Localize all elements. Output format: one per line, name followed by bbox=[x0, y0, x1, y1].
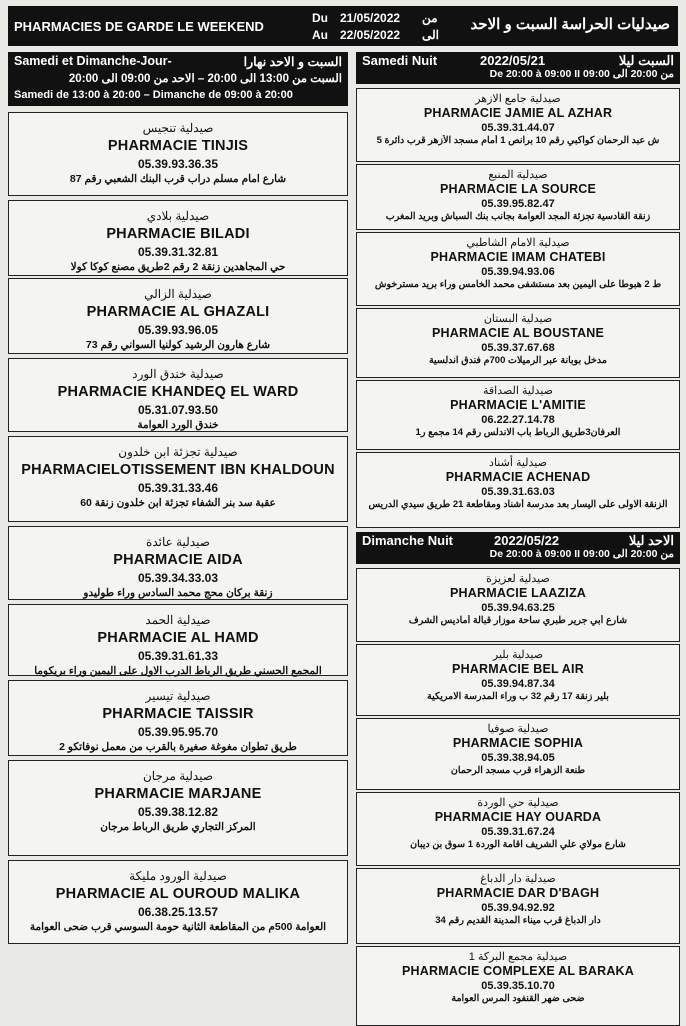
pharmacy-card bbox=[8, 278, 348, 354]
pharmacy-name-fr: PHARMACIE AL HAMD bbox=[97, 630, 259, 646]
pharmacy-name-fr: PHARMACIE AL GHAZALI bbox=[86, 304, 270, 320]
night-column bbox=[356, 52, 680, 1004]
day-title-ar: السبت و الاحد نهارا bbox=[243, 55, 342, 69]
ila-label: الى bbox=[422, 28, 439, 42]
pharmacy-address: طنعة الزهراء قرب مسجد الرحمان bbox=[450, 765, 586, 776]
pharmacy-name-fr: PHARMACIE HAY OUARDA bbox=[434, 810, 602, 824]
pharmacy-name-ar: صيدلية الحمد bbox=[145, 613, 211, 627]
dimanche-nuit-header bbox=[356, 532, 680, 564]
samedi-nuit-header bbox=[356, 52, 680, 84]
pharmacy-phone: 05.39.35.10.70 bbox=[481, 980, 555, 992]
pharmacy-phone: 05.39.31.32.81 bbox=[137, 245, 219, 259]
pharmacy-address: المركز التجاري طريق الرباط مرجان bbox=[100, 821, 256, 833]
pharmacy-name-ar: صيدلية الصداقة bbox=[483, 385, 553, 397]
pharmacy-name-ar: صيدلية المنبع bbox=[488, 169, 548, 181]
pharmacy-address: ش عبد الرحمان كواكبي رقم 10 برانص 1 أمام مسجد الأزهر قرب دائرة 5 bbox=[376, 135, 660, 146]
pharmacy-phone: 05.39.31.61.33 bbox=[137, 649, 219, 663]
pharmacy-address: دار الدباغ قرب ميناء المدينة القديم رقم 34 bbox=[435, 915, 601, 926]
pharmacy-address: شارع امام مسلم دراب قرب البنك الشعبي رقم 87 bbox=[69, 173, 287, 185]
au-label: Au bbox=[312, 28, 328, 42]
pharmacy-card bbox=[8, 680, 348, 756]
pharmacy-name-ar: صيدلية تنجيس bbox=[142, 121, 214, 135]
au-date: 22/05/2022 bbox=[340, 28, 401, 42]
pharmacy-name-ar: صيدلية حي الوردة bbox=[477, 797, 559, 809]
pharmacy-card bbox=[8, 860, 348, 944]
header-title-fr: PHARMACIES DE GARDE LE WEEKEND bbox=[14, 19, 264, 34]
pharmacy-phone: 05.39.31.67.24 bbox=[481, 826, 555, 838]
pharmacy-name-fr: PHARMACIE KHANDEQ EL WARD bbox=[57, 384, 299, 400]
pharmacy-name-ar: صيدلية جامع الازهر bbox=[475, 93, 561, 105]
du-date: 21/05/2022 bbox=[340, 11, 401, 25]
pharmacy-address: خندق الورد العوامة bbox=[137, 419, 219, 431]
pharmacy-name-ar: صيدلية بلير bbox=[492, 649, 544, 661]
pharmacy-name-fr: PHARMACIE L'AMITIE bbox=[450, 398, 586, 412]
pharmacy-name-fr: PHARMACIE AIDA bbox=[113, 552, 243, 568]
pharmacy-name-ar: صيدلية تيسير bbox=[145, 689, 211, 703]
pharmacy-address: العرفان3طريق الرباط باب الاندلس رقم 14 مجمع ر1 bbox=[415, 427, 621, 438]
pharmacy-address: شارع مولاي علي الشريف اقامة الوردة 1 سوق بن ديبان bbox=[410, 839, 626, 850]
pharmacy-phone: 06.22.27.14.78 bbox=[481, 414, 555, 426]
pharmacy-name-fr: PHARMACIE IMAM CHATEBI bbox=[430, 250, 606, 264]
pharmacy-address: شارع أبي جرير طبري ساحة موزار قبالة أماديس الشرف bbox=[408, 615, 628, 626]
pharmacy-name-ar: صيدلية الامام الشاطبي bbox=[466, 237, 570, 249]
pharmacy-address: ضحى ضهر القنفود المرس العوامة bbox=[451, 993, 585, 1004]
pharmacy-card bbox=[356, 568, 680, 642]
pharmacy-address: المجمع الحسني طريق الرباط الدرب الاول على اليمين وراء بريكوما bbox=[34, 665, 322, 677]
pharmacy-phone: 05.39.31.44.07 bbox=[481, 122, 555, 134]
pharmacy-name-ar: صيدلية بلادي bbox=[146, 209, 210, 223]
pharmacy-phone: 06.38.25.13.57 bbox=[137, 905, 219, 919]
pharmacy-phone: 05.39.95.82.47 bbox=[481, 198, 555, 210]
pharmacy-name-ar: صيدلية عائدة bbox=[146, 535, 210, 549]
dimanche-nuit-title: Dimanche Nuit bbox=[362, 533, 454, 548]
pharmacy-name-fr: PHARMACIE TINJIS bbox=[107, 138, 249, 154]
pharmacy-address: بلير زنقة 17 رقم 32 ب وراء المدرسة الامريكية bbox=[427, 691, 609, 702]
pharmacy-name-fr: PHARMACIELOTISSEMENT IBN KHALDOUN bbox=[21, 462, 335, 478]
pharmacy-name-fr: PHARMACIE BILADI bbox=[106, 226, 250, 242]
header-title-ar: صيدليات الحراسة السبت و الاحد bbox=[470, 16, 670, 33]
pharmacy-phone: 05.39.94.92.92 bbox=[481, 902, 555, 914]
pharmacy-name-fr: PHARMACIE AL OUROUD MALIKA bbox=[55, 886, 301, 902]
pharmacy-phone: 05.39.95.95.70 bbox=[137, 725, 219, 739]
pharmacy-address: ط 2 هبوطا على اليمين بعد مستشفى محمد الخامس وراء بريد مسترخوش bbox=[374, 279, 662, 290]
pharmacy-name-fr: PHARMACIE LAAZIZA bbox=[449, 586, 587, 600]
pharmacy-name-ar: صيدلية دار الدباغ bbox=[480, 873, 556, 885]
pharmacy-card bbox=[8, 112, 348, 196]
pharmacy-name-ar: صيدلية الورود مليكة bbox=[129, 869, 227, 883]
pharmacy-card bbox=[356, 88, 680, 162]
pharmacy-name-fr: PHARMACIE COMPLEXE AL BARAKA bbox=[402, 964, 634, 978]
pharmacy-phone: 05.39.31.33.46 bbox=[137, 481, 219, 495]
pharmacy-card bbox=[8, 358, 348, 432]
samedi-nuit-date: 2022/05/21 bbox=[480, 53, 546, 68]
min-label: من bbox=[422, 11, 438, 25]
pharmacy-card bbox=[356, 644, 680, 716]
page-header bbox=[8, 6, 678, 46]
pharmacy-name-fr: PHARMACIE LA SOURCE bbox=[439, 182, 597, 196]
pharmacy-address: الزنقة الاولى على اليسار بعد مدرسة أشناد ومقاطعة 21 طريق سيدي الدريس bbox=[368, 499, 668, 510]
day-hours-ar: السبت من 13:00 الى 20:00 – الاحد من 09:00 الى 20:00 bbox=[68, 73, 342, 85]
pharmacy-name-ar: صيدلية مرجان bbox=[142, 769, 214, 783]
samedi-nuit-title-ar: السبت ليلا bbox=[618, 53, 674, 68]
day-section-header bbox=[8, 52, 348, 106]
pharmacy-address: زنقة بركان محج محمد السادس وراء طوليدو bbox=[83, 587, 273, 599]
pharmacy-name-fr: PHARMACIE SOPHIA bbox=[452, 736, 584, 750]
pharmacy-name-fr: PHARMACIE JAMIE AL AZHAR bbox=[423, 106, 613, 120]
pharmacy-address: شارع هارون الرشيد كولنيا السواني رقم 73 bbox=[85, 339, 271, 351]
pharmacy-address: طريق تطوان مغوغة صغيرة بالقرب من معمل نوفاتكو 2 bbox=[59, 741, 297, 753]
pharmacy-phone: 05.39.94.63.25 bbox=[481, 602, 555, 614]
pharmacy-name-ar: صيدلية لعزيزة bbox=[486, 573, 550, 585]
samedi-nuit-hours: De 20:00 à 09:00 II من 20:00 الى 09:00 bbox=[489, 68, 674, 80]
pharmacy-name-ar: صيدلية صوفيا bbox=[487, 723, 549, 735]
pharmacy-name-ar: صيدلية أشناد bbox=[489, 457, 547, 469]
pharmacy-name-ar: صيدلية تجزئة ابن خلدون bbox=[118, 445, 238, 459]
pharmacy-card bbox=[8, 760, 348, 856]
pharmacy-name-ar: صيدلية مجمع البركة 1 bbox=[468, 951, 568, 963]
pharmacy-name-ar: صيدلية البستان bbox=[483, 313, 553, 325]
du-label: Du bbox=[312, 11, 328, 25]
pharmacy-name-fr: PHARMACIE BEL AIR bbox=[452, 662, 584, 676]
pharmacy-phone: 05.39.93.36.35 bbox=[137, 157, 219, 171]
pharmacy-phone: 05.31.07.93.50 bbox=[137, 403, 219, 417]
pharmacy-name-fr: PHARMACIE TAISSIR bbox=[102, 706, 254, 722]
pharmacy-address: العوامة 500م من المقاطعة الثانية حومة السوسي قرب ضحى العوامة bbox=[29, 921, 327, 933]
pharmacy-name-ar: صيدلية الزالي bbox=[144, 287, 212, 301]
pharmacy-name-fr: PHARMACIE AL BOUSTANE bbox=[431, 326, 605, 340]
pharmacy-name-fr: PHARMACIE ACHENAD bbox=[445, 470, 591, 484]
pharmacy-card bbox=[8, 436, 348, 522]
samedi-nuit-title: Samedi Nuit bbox=[362, 53, 438, 68]
pharmacy-phone: 05.39.31.63.03 bbox=[481, 486, 555, 498]
pharmacy-card bbox=[356, 164, 680, 230]
day-column bbox=[8, 52, 348, 933]
pharmacy-address: عقبة سد بنر الشفاء تجزئة ابن خلدون زنقة 60 bbox=[80, 497, 276, 509]
pharmacy-phone: 05.39.37.67.68 bbox=[481, 342, 555, 354]
pharmacy-card bbox=[356, 792, 680, 866]
pharmacy-card bbox=[356, 232, 680, 306]
pharmacy-address: حي المجاهدين زنقة 2 رقم 2طريق مصنع كوكا كولا bbox=[70, 261, 286, 273]
pharmacy-phone: 05.39.94.93.06 bbox=[481, 266, 555, 278]
dimanche-nuit-hours: De 20:00 à 09:00 II من 20:00 الى 09:00 bbox=[489, 548, 674, 560]
dimanche-nuit-title-ar: الاحد ليلا bbox=[628, 533, 674, 548]
pharmacy-card bbox=[356, 868, 680, 944]
pharmacy-card bbox=[356, 380, 680, 450]
pharmacy-phone: 05.39.93.96.05 bbox=[137, 323, 219, 337]
pharmacy-address: زنقة القادسية تجزئة المجد العوامة بجانب بنك السباش وبريد المغرب bbox=[385, 211, 651, 222]
pharmacy-card bbox=[356, 718, 680, 790]
pharmacy-name-ar: صيدلية خندق الورد bbox=[132, 367, 224, 381]
pharmacy-name-fr: PHARMACIE DAR D'BAGH bbox=[436, 886, 600, 900]
pharmacy-phone: 05.39.38.12.82 bbox=[137, 805, 219, 819]
pharmacy-card bbox=[356, 452, 680, 528]
pharmacy-phone: 05.39.34.33.03 bbox=[137, 571, 219, 585]
pharmacy-card bbox=[356, 308, 680, 378]
day-title-fr: Samedi et Dimanche-Jour- bbox=[14, 54, 172, 68]
day-hours-fr: Samedi de 13:00 à 20:00 – Dimanche de 09:00 à 20:00 bbox=[14, 89, 293, 101]
pharmacy-card bbox=[356, 946, 680, 1026]
dimanche-nuit-date: 2022/05/22 bbox=[494, 533, 560, 548]
pharmacy-card bbox=[8, 604, 348, 676]
pharmacy-phone: 05.39.94.87.34 bbox=[481, 678, 555, 690]
pharmacy-address: مدخل بوبانة عبر الرميلات 700م فندق اندلسية bbox=[428, 355, 608, 366]
pharmacy-phone: 05.39.38.94.05 bbox=[481, 752, 555, 764]
pharmacy-card bbox=[8, 200, 348, 276]
pharmacy-name-fr: PHARMACIE MARJANE bbox=[94, 786, 262, 802]
pharmacy-card bbox=[8, 526, 348, 600]
